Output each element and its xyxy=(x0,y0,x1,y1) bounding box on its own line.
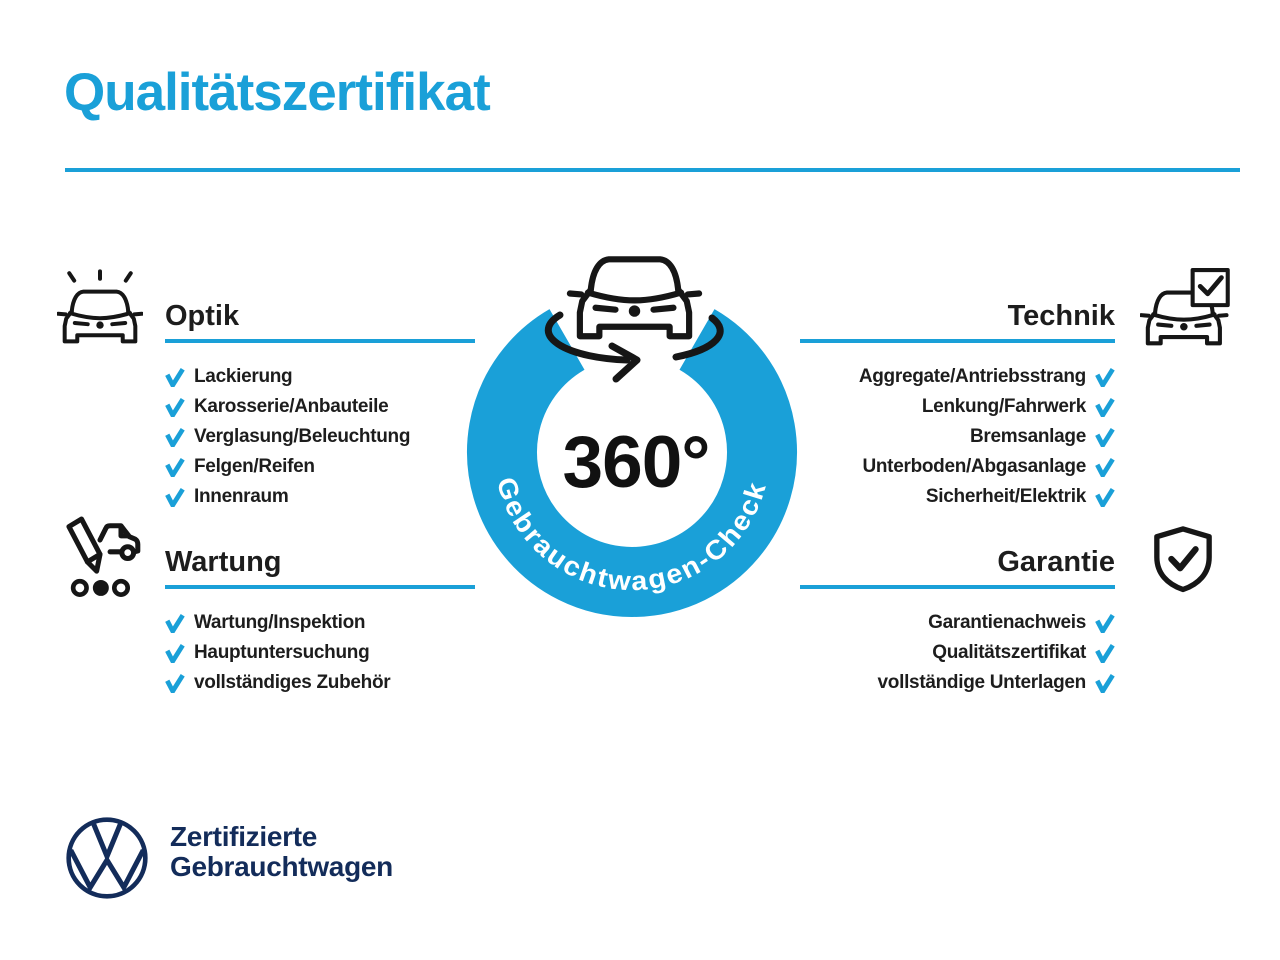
item-label: Qualitätszertifikat xyxy=(932,642,1086,663)
item-label: Garantienachweis xyxy=(928,612,1086,633)
section-divider xyxy=(165,585,475,589)
item-label: Sicherheit/Elektrik xyxy=(925,486,1086,507)
checklist xyxy=(165,608,480,698)
check-icon xyxy=(165,613,185,633)
item-label: Karosserie/Anbauteile xyxy=(194,396,389,417)
section-divider xyxy=(800,339,1115,343)
check-icon xyxy=(1095,397,1115,417)
section-wartung xyxy=(0,508,480,748)
item-label: Verglasung/Beleuchtung xyxy=(194,426,411,447)
check-icon xyxy=(1095,367,1115,387)
360-degree-badge xyxy=(430,225,850,645)
item-label: Hauptuntersuchung xyxy=(194,642,370,663)
item-label: Wartung/Inspektion xyxy=(194,612,366,633)
check-icon xyxy=(165,643,185,663)
section-title: Garantie xyxy=(997,546,1115,578)
item-label: vollständige Unterlagen xyxy=(877,672,1086,693)
check-icon xyxy=(165,367,185,387)
checklist xyxy=(795,608,1115,698)
vw-logo xyxy=(65,816,149,900)
list-item xyxy=(165,452,480,482)
section-title: Technik xyxy=(1007,300,1115,332)
list-item xyxy=(795,362,1115,392)
degree-label: 360° xyxy=(562,422,710,503)
brand-wordmark xyxy=(170,822,393,882)
check-icon xyxy=(165,673,185,693)
check-icon xyxy=(165,457,185,477)
check-icon xyxy=(165,397,185,417)
list-item xyxy=(165,362,480,392)
check-icon xyxy=(165,427,185,447)
section-garantie xyxy=(795,508,1280,748)
list-item xyxy=(165,608,480,638)
brand-line-2: Gebrauchtwagen xyxy=(170,851,393,882)
section-technik xyxy=(795,262,1280,507)
car-checklist-icon xyxy=(1140,260,1234,354)
list-item xyxy=(165,638,480,668)
check-icon xyxy=(1095,487,1115,507)
list-item xyxy=(795,668,1115,698)
item-label: Unterboden/Abgasanlage xyxy=(862,456,1086,477)
car-shine-icon xyxy=(57,262,143,352)
check-icon xyxy=(1095,613,1115,633)
item-label: Lenkung/Fahrwerk xyxy=(921,396,1086,417)
section-divider xyxy=(800,585,1115,589)
item-label: Innenraum xyxy=(194,486,289,507)
checklist xyxy=(795,362,1115,512)
list-item xyxy=(165,422,480,452)
section-divider xyxy=(165,339,475,343)
section-optik xyxy=(0,262,480,507)
item-label: Lackierung xyxy=(194,366,293,387)
list-item xyxy=(795,638,1115,668)
check-icon xyxy=(1095,427,1115,447)
list-item xyxy=(795,392,1115,422)
list-item xyxy=(795,608,1115,638)
check-icon xyxy=(1095,673,1115,693)
section-title: Optik xyxy=(165,300,240,332)
page-title: Qualitätszertifikat xyxy=(64,63,490,122)
item-label: Felgen/Reifen xyxy=(194,456,315,477)
list-item xyxy=(165,392,480,422)
item-label: vollständiges Zubehör xyxy=(194,672,391,693)
shield-check-icon xyxy=(1152,524,1214,594)
list-item xyxy=(165,668,480,698)
list-item xyxy=(795,452,1115,482)
check-icon xyxy=(1095,643,1115,663)
checklist xyxy=(165,362,480,512)
check-icon xyxy=(1095,457,1115,477)
list-item xyxy=(795,422,1115,452)
ring-label: Gebrauchtwagen-Check xyxy=(490,473,772,597)
section-title: Wartung xyxy=(165,546,282,578)
brand-line-1: Zertifizierte xyxy=(170,821,318,852)
pencil-car-icon xyxy=(58,514,142,598)
header-divider xyxy=(65,168,1240,172)
item-label: Aggregate/Antriebsstrang xyxy=(858,366,1086,387)
item-label: Bremsanlage xyxy=(969,426,1086,447)
check-icon xyxy=(165,487,185,507)
